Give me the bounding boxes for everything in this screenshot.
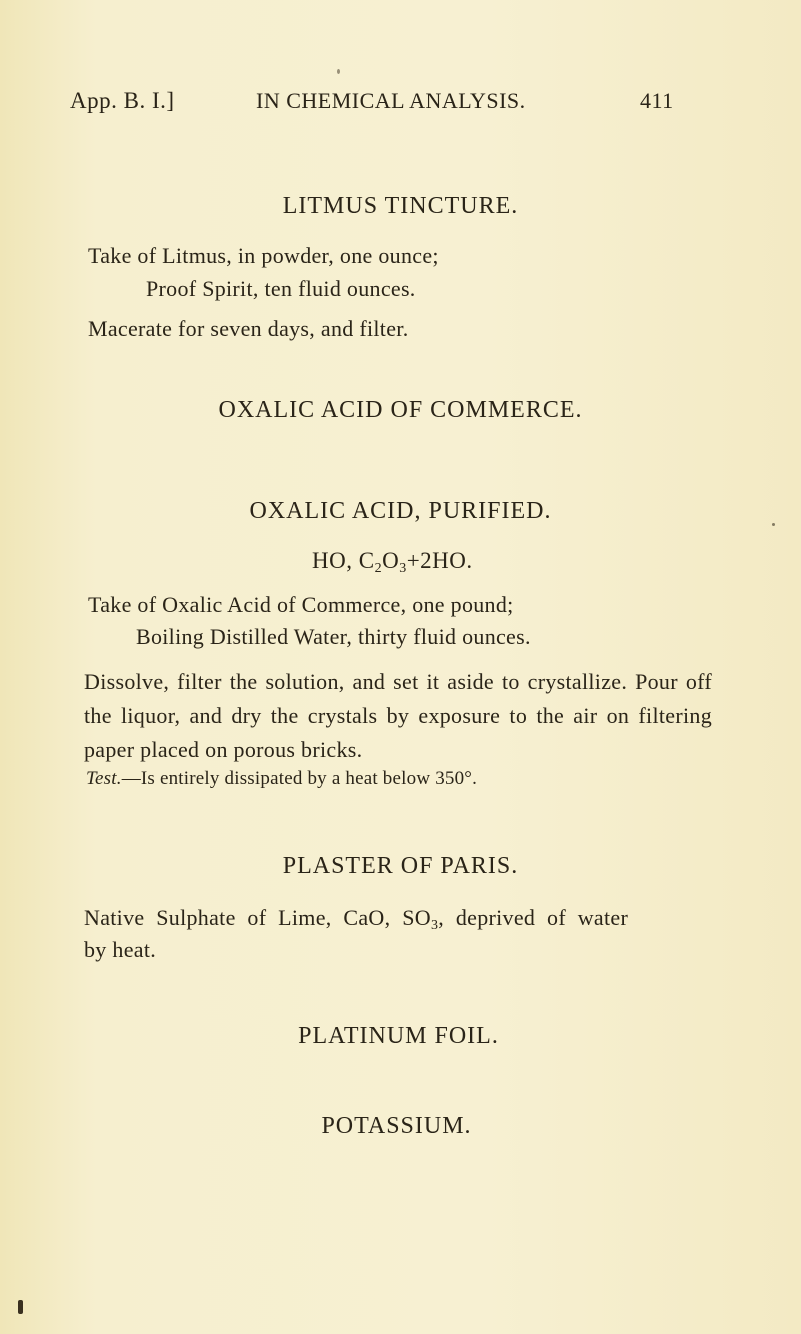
section-title-plaster: PLASTER OF PARIS. bbox=[282, 853, 519, 879]
litmus-line-2: Proof Spirit, ten fluid ounces. bbox=[146, 276, 416, 301]
formula-sub-1: 2 bbox=[374, 561, 383, 576]
plaster-line-1-sub: 3 bbox=[430, 918, 439, 933]
running-head-left: App. B. I.] bbox=[70, 88, 175, 113]
plaster-line-1-prefix: Native Sulphate of Lime, CaO, SO bbox=[84, 905, 431, 930]
formula-part-3: +2HO. bbox=[406, 548, 473, 573]
oxalic-line-1: Take of Oxalic Acid of Commerce, one pound; bbox=[88, 592, 514, 617]
page-number: 411 bbox=[640, 88, 674, 113]
section-title-oxalic-commerce: OXALIC ACID OF COMMERCE. bbox=[218, 397, 583, 423]
section-title-platinum: PLATINUM FOIL. bbox=[298, 1023, 499, 1049]
ink-speck bbox=[772, 523, 775, 526]
formula-part-2: O bbox=[382, 548, 400, 573]
plaster-line-2: by heat. bbox=[84, 937, 157, 962]
test-text: —Is entirely dissipated by a heat below 350°. bbox=[121, 768, 478, 789]
litmus-line-1: Take of Litmus, in powder, one ounce; bbox=[88, 243, 439, 268]
running-head-title: IN CHEMICAL ANALYSIS. bbox=[256, 88, 526, 113]
litmus-line-3: Macerate for seven days, and filter. bbox=[88, 316, 409, 341]
section-title-oxalic-purified: OXALIC ACID, PURIFIED. bbox=[249, 498, 552, 524]
ink-speck bbox=[337, 69, 340, 74]
oxalic-paragraph: Dissolve, filter the solution, and set it aside to crystallize. Pour off the liquor, and dry the crystals by exposure to the air on filtering paper placed on porous bricks. bbox=[84, 669, 712, 762]
oxalic-test bbox=[86, 768, 477, 790]
section-title-potassium: POTASSIUM. bbox=[321, 1113, 472, 1139]
plaster-line-1 bbox=[84, 905, 628, 934]
oxalic-line-2: Boiling Distilled Water, thirty fluid ounces. bbox=[136, 624, 531, 649]
section-title-litmus: LITMUS TINCTURE. bbox=[282, 193, 519, 219]
plaster-line-1-suffix: , deprived of water bbox=[438, 905, 629, 930]
test-label: Test. bbox=[86, 768, 122, 789]
formula-sub-2: 3 bbox=[399, 561, 407, 576]
ink-speck bbox=[18, 1300, 23, 1314]
formula-part-1: HO, C bbox=[312, 548, 375, 573]
oxalic-formula bbox=[312, 548, 473, 577]
